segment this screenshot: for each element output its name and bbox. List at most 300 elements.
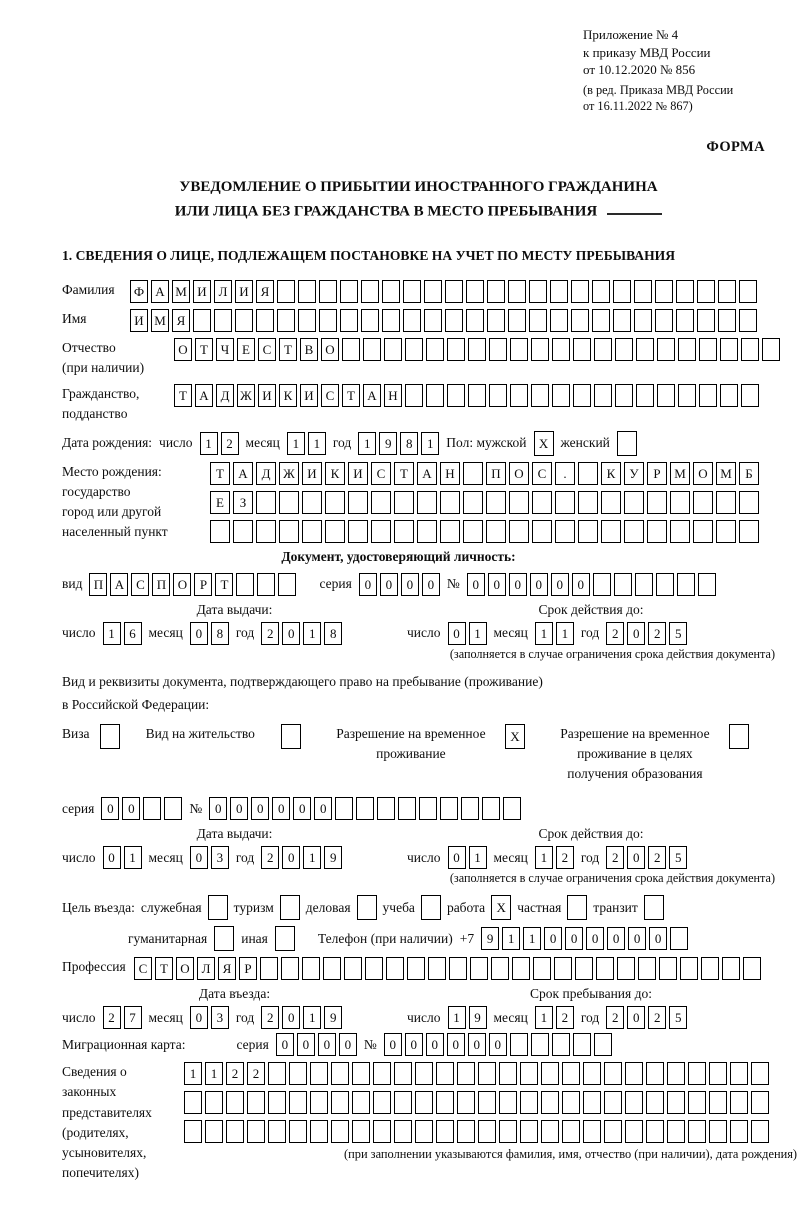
given-name-cell[interactable] xyxy=(403,309,421,332)
doc-kind-cell[interactable] xyxy=(236,573,254,596)
doc-series-cell[interactable]: 0 xyxy=(422,573,440,596)
citizenship-cell[interactable] xyxy=(405,384,423,407)
representative-cell[interactable] xyxy=(709,1091,727,1114)
citizenship-cell[interactable] xyxy=(594,384,612,407)
digit-cell[interactable]: 1 xyxy=(103,622,121,645)
representative-cell[interactable] xyxy=(289,1062,307,1085)
profession-cell[interactable] xyxy=(407,957,425,980)
surname-cell[interactable] xyxy=(298,280,316,303)
representative-cell[interactable] xyxy=(562,1091,580,1114)
representative-cell[interactable] xyxy=(373,1091,391,1114)
representative-cell[interactable] xyxy=(730,1091,748,1114)
representative-cell[interactable] xyxy=(646,1120,664,1143)
birth-place-cell[interactable] xyxy=(716,491,736,514)
patronymic-cell[interactable] xyxy=(552,338,570,361)
digit-cell[interactable]: 2 xyxy=(261,622,279,645)
representative-cell[interactable] xyxy=(646,1091,664,1114)
profession-cell[interactable] xyxy=(680,957,698,980)
birth-place-cell[interactable] xyxy=(601,520,621,543)
representative-cell[interactable] xyxy=(394,1120,412,1143)
patronymic-cell[interactable] xyxy=(657,338,675,361)
permit-number-cell[interactable] xyxy=(461,797,479,820)
digit-cell[interactable]: 2 xyxy=(606,1006,624,1029)
representative-cell[interactable] xyxy=(394,1091,412,1114)
birth-place-cell[interactable]: Т xyxy=(210,462,230,485)
representative-cell[interactable] xyxy=(478,1120,496,1143)
birth-place-cell[interactable]: Ж xyxy=(279,462,299,485)
profession-cell[interactable] xyxy=(701,957,719,980)
digit-cell[interactable]: 9 xyxy=(324,1006,342,1029)
surname-cell[interactable] xyxy=(277,280,295,303)
doc-number-cell[interactable]: 0 xyxy=(551,573,569,596)
patronymic-cell[interactable]: Ч xyxy=(216,338,234,361)
digit-cell[interactable]: 1 xyxy=(535,846,553,869)
representative-cell[interactable] xyxy=(247,1120,265,1143)
profession-cell[interactable] xyxy=(365,957,383,980)
citizenship-cell[interactable] xyxy=(510,384,528,407)
representative-cell[interactable] xyxy=(373,1062,391,1085)
birth-place-cell[interactable] xyxy=(739,520,759,543)
representative-cell[interactable] xyxy=(205,1120,223,1143)
patronymic-cell[interactable] xyxy=(678,338,696,361)
doc-kind-cell[interactable]: О xyxy=(173,573,191,596)
digit-cell[interactable]: 2 xyxy=(648,1006,666,1029)
birth-place-cell[interactable]: Р xyxy=(647,462,667,485)
surname-cell[interactable]: А xyxy=(151,280,169,303)
temp-residence-checkbox[interactable]: X xyxy=(505,724,525,749)
given-name-cell[interactable] xyxy=(214,309,232,332)
birth-place-cell[interactable]: Е xyxy=(210,491,230,514)
representative-cell[interactable] xyxy=(499,1091,517,1114)
surname-cell[interactable] xyxy=(508,280,526,303)
permit-number-cell[interactable] xyxy=(419,797,437,820)
representative-cell[interactable] xyxy=(751,1120,769,1143)
birth-place-cell[interactable] xyxy=(417,520,437,543)
surname-cell[interactable] xyxy=(718,280,736,303)
permit-number-cell[interactable]: 0 xyxy=(251,797,269,820)
permit-number-cell[interactable]: 0 xyxy=(272,797,290,820)
surname-cell[interactable]: Ф xyxy=(130,280,148,303)
profession-cell[interactable] xyxy=(323,957,341,980)
birth-place-cell[interactable]: М xyxy=(716,462,736,485)
representative-cell[interactable] xyxy=(562,1120,580,1143)
surname-cell[interactable]: Я xyxy=(256,280,274,303)
doc-number-cell[interactable] xyxy=(698,573,716,596)
given-name-cell[interactable] xyxy=(739,309,757,332)
surname-cell[interactable]: Л xyxy=(214,280,232,303)
representative-cell[interactable]: 2 xyxy=(226,1062,244,1085)
representative-cell[interactable] xyxy=(373,1120,391,1143)
profession-cell[interactable] xyxy=(659,957,677,980)
patronymic-cell[interactable] xyxy=(699,338,717,361)
profession-cell[interactable]: С xyxy=(134,957,152,980)
phone-digit-cell[interactable]: 1 xyxy=(502,927,520,950)
mc-number-cell[interactable]: 0 xyxy=(405,1033,423,1056)
mc-series-cell[interactable]: 0 xyxy=(318,1033,336,1056)
representative-cell[interactable] xyxy=(352,1091,370,1114)
representative-cell[interactable] xyxy=(541,1062,559,1085)
birth-place-cell[interactable] xyxy=(210,520,230,543)
mc-series-cell[interactable]: 0 xyxy=(297,1033,315,1056)
doc-series-cell[interactable]: 0 xyxy=(401,573,419,596)
birth-place-cell[interactable]: К xyxy=(601,462,621,485)
representative-cell[interactable] xyxy=(436,1062,454,1085)
birth-place-cell[interactable] xyxy=(302,491,322,514)
male-checkbox[interactable]: X xyxy=(534,431,554,456)
patronymic-cell[interactable] xyxy=(762,338,780,361)
digit-cell[interactable]: 0 xyxy=(190,1006,208,1029)
patronymic-cell[interactable] xyxy=(426,338,444,361)
permit-number-cell[interactable] xyxy=(440,797,458,820)
representative-cell[interactable] xyxy=(457,1091,475,1114)
representative-cell[interactable] xyxy=(415,1062,433,1085)
representative-cell[interactable] xyxy=(625,1120,643,1143)
birth-day-cell[interactable]: 2 xyxy=(221,432,239,455)
patronymic-cell[interactable]: В xyxy=(300,338,318,361)
birth-place-cell[interactable] xyxy=(509,491,529,514)
doc-kind-cell[interactable]: С xyxy=(131,573,149,596)
surname-cell[interactable]: И xyxy=(235,280,253,303)
digit-cell[interactable]: 0 xyxy=(190,622,208,645)
profession-cell[interactable] xyxy=(386,957,404,980)
representative-cell[interactable] xyxy=(583,1062,601,1085)
doc-number-cell[interactable]: 0 xyxy=(488,573,506,596)
mc-number-cell[interactable]: 0 xyxy=(426,1033,444,1056)
representative-cell[interactable] xyxy=(688,1091,706,1114)
purpose-study-checkbox[interactable] xyxy=(421,895,441,920)
citizenship-cell[interactable]: А xyxy=(195,384,213,407)
digit-cell[interactable]: 3 xyxy=(211,1006,229,1029)
doc-kind-cell[interactable]: П xyxy=(152,573,170,596)
purpose-tourism-checkbox[interactable] xyxy=(280,895,300,920)
surname-cell[interactable] xyxy=(382,280,400,303)
representative-cell[interactable] xyxy=(331,1120,349,1143)
birth-place-cell[interactable] xyxy=(532,520,552,543)
digit-cell[interactable]: 5 xyxy=(669,846,687,869)
patronymic-cell[interactable] xyxy=(489,338,507,361)
purpose-work-checkbox[interactable]: X xyxy=(491,895,511,920)
purpose-private-checkbox[interactable] xyxy=(567,895,587,920)
digit-cell[interactable]: 1 xyxy=(469,846,487,869)
patronymic-cell[interactable] xyxy=(342,338,360,361)
birth-month-cell[interactable]: 1 xyxy=(287,432,305,455)
given-name-cell[interactable] xyxy=(508,309,526,332)
given-name-cell[interactable] xyxy=(256,309,274,332)
digit-cell[interactable]: 0 xyxy=(448,846,466,869)
surname-cell[interactable]: И xyxy=(193,280,211,303)
birth-place-cell[interactable]: О xyxy=(509,462,529,485)
profession-cell[interactable]: Р xyxy=(239,957,257,980)
representative-cell[interactable]: 1 xyxy=(184,1062,202,1085)
doc-kind-cell[interactable]: П xyxy=(89,573,107,596)
purpose-transit-checkbox[interactable] xyxy=(644,895,664,920)
patronymic-cell[interactable] xyxy=(510,338,528,361)
visa-checkbox[interactable] xyxy=(100,724,120,749)
digit-cell[interactable]: 3 xyxy=(211,846,229,869)
permit-number-cell[interactable]: 0 xyxy=(293,797,311,820)
representative-cell[interactable] xyxy=(730,1062,748,1085)
birth-place-cell[interactable] xyxy=(325,520,345,543)
representative-cell[interactable] xyxy=(436,1091,454,1114)
birth-place-cell[interactable] xyxy=(463,462,483,485)
surname-cell[interactable] xyxy=(550,280,568,303)
representative-cell[interactable] xyxy=(268,1062,286,1085)
profession-cell[interactable] xyxy=(449,957,467,980)
birth-place-cell[interactable] xyxy=(256,520,276,543)
representative-cell[interactable] xyxy=(352,1120,370,1143)
given-name-cell[interactable]: Я xyxy=(172,309,190,332)
permit-series-cell[interactable] xyxy=(143,797,161,820)
birth-place-cell[interactable] xyxy=(371,520,391,543)
purpose-business-checkbox[interactable] xyxy=(357,895,377,920)
citizenship-cell[interactable] xyxy=(489,384,507,407)
representative-cell[interactable] xyxy=(604,1062,622,1085)
purpose-other-checkbox[interactable] xyxy=(275,926,295,951)
representative-cell[interactable] xyxy=(688,1120,706,1143)
digit-cell[interactable]: 0 xyxy=(627,622,645,645)
temp-residence-education-checkbox[interactable] xyxy=(729,724,749,749)
representative-cell[interactable] xyxy=(247,1091,265,1114)
given-name-cell[interactable] xyxy=(277,309,295,332)
representative-cell[interactable] xyxy=(331,1091,349,1114)
patronymic-cell[interactable]: С xyxy=(258,338,276,361)
patronymic-cell[interactable] xyxy=(741,338,759,361)
representative-cell[interactable] xyxy=(310,1120,328,1143)
profession-cell[interactable] xyxy=(260,957,278,980)
patronymic-cell[interactable] xyxy=(363,338,381,361)
citizenship-cell[interactable] xyxy=(426,384,444,407)
representative-cell[interactable] xyxy=(520,1091,538,1114)
given-name-cell[interactable] xyxy=(193,309,211,332)
representative-cell[interactable] xyxy=(667,1062,685,1085)
citizenship-cell[interactable]: И xyxy=(300,384,318,407)
patronymic-cell[interactable] xyxy=(594,338,612,361)
birth-place-cell[interactable]: М xyxy=(670,462,690,485)
birth-place-cell[interactable] xyxy=(624,491,644,514)
patronymic-cell[interactable]: Т xyxy=(195,338,213,361)
birth-place-cell[interactable] xyxy=(578,462,598,485)
given-name-cell[interactable] xyxy=(235,309,253,332)
citizenship-cell[interactable]: С xyxy=(321,384,339,407)
citizenship-cell[interactable] xyxy=(678,384,696,407)
profession-cell[interactable] xyxy=(512,957,530,980)
doc-kind-cell[interactable] xyxy=(278,573,296,596)
digit-cell[interactable]: 1 xyxy=(303,846,321,869)
given-name-cell[interactable] xyxy=(340,309,358,332)
representative-cell[interactable] xyxy=(268,1120,286,1143)
given-name-cell[interactable] xyxy=(445,309,463,332)
phone-digit-cell[interactable] xyxy=(670,927,688,950)
representative-cell[interactable] xyxy=(478,1091,496,1114)
purpose-official-checkbox[interactable] xyxy=(208,895,228,920)
profession-cell[interactable] xyxy=(428,957,446,980)
digit-cell[interactable]: 0 xyxy=(627,846,645,869)
birth-place-cell[interactable] xyxy=(394,491,414,514)
patronymic-cell[interactable] xyxy=(447,338,465,361)
birth-place-cell[interactable] xyxy=(279,520,299,543)
birth-place-cell[interactable] xyxy=(348,520,368,543)
digit-cell[interactable]: 2 xyxy=(556,846,574,869)
permit-number-cell[interactable] xyxy=(482,797,500,820)
representative-cell[interactable] xyxy=(184,1120,202,1143)
phone-digit-cell[interactable]: 1 xyxy=(523,927,541,950)
profession-cell[interactable] xyxy=(302,957,320,980)
digit-cell[interactable]: 2 xyxy=(606,622,624,645)
digit-cell[interactable]: 2 xyxy=(261,846,279,869)
citizenship-cell[interactable]: А xyxy=(363,384,381,407)
digit-cell[interactable]: 1 xyxy=(535,1006,553,1029)
permit-number-cell[interactable] xyxy=(335,797,353,820)
mc-number-cell[interactable] xyxy=(552,1033,570,1056)
representative-cell[interactable] xyxy=(457,1062,475,1085)
patronymic-cell[interactable] xyxy=(531,338,549,361)
profession-cell[interactable] xyxy=(470,957,488,980)
birth-place-cell[interactable]: И xyxy=(302,462,322,485)
citizenship-cell[interactable] xyxy=(741,384,759,407)
birth-place-cell[interactable] xyxy=(693,491,713,514)
permit-number-cell[interactable] xyxy=(398,797,416,820)
doc-number-cell[interactable] xyxy=(656,573,674,596)
representative-cell[interactable] xyxy=(310,1062,328,1085)
birth-place-cell[interactable] xyxy=(348,491,368,514)
birth-year-cell[interactable]: 8 xyxy=(400,432,418,455)
birth-year-cell[interactable]: 9 xyxy=(379,432,397,455)
given-name-cell[interactable] xyxy=(655,309,673,332)
digit-cell[interactable]: 0 xyxy=(282,622,300,645)
profession-cell[interactable] xyxy=(596,957,614,980)
doc-series-cell[interactable]: 0 xyxy=(359,573,377,596)
given-name-cell[interactable] xyxy=(382,309,400,332)
birth-place-cell[interactable]: У xyxy=(624,462,644,485)
given-name-cell[interactable] xyxy=(529,309,547,332)
digit-cell[interactable]: 0 xyxy=(282,1006,300,1029)
given-name-cell[interactable] xyxy=(487,309,505,332)
given-name-cell[interactable] xyxy=(319,309,337,332)
representative-cell[interactable] xyxy=(562,1062,580,1085)
birth-place-cell[interactable]: А xyxy=(233,462,253,485)
birth-place-cell[interactable] xyxy=(670,520,690,543)
permit-number-cell[interactable] xyxy=(377,797,395,820)
representative-cell[interactable] xyxy=(709,1062,727,1085)
representative-cell[interactable] xyxy=(709,1120,727,1143)
female-checkbox[interactable] xyxy=(617,431,637,456)
citizenship-cell[interactable]: Д xyxy=(216,384,234,407)
digit-cell[interactable]: 8 xyxy=(211,622,229,645)
permit-series-cell[interactable] xyxy=(164,797,182,820)
patronymic-cell[interactable] xyxy=(405,338,423,361)
representative-cell[interactable] xyxy=(646,1062,664,1085)
profession-cell[interactable] xyxy=(281,957,299,980)
representative-cell[interactable] xyxy=(478,1062,496,1085)
digit-cell[interactable]: 5 xyxy=(669,1006,687,1029)
birth-place-cell[interactable] xyxy=(693,520,713,543)
profession-cell[interactable] xyxy=(344,957,362,980)
birth-place-cell[interactable]: Д xyxy=(256,462,276,485)
birth-place-cell[interactable] xyxy=(279,491,299,514)
citizenship-cell[interactable]: И xyxy=(258,384,276,407)
phone-digit-cell[interactable]: 0 xyxy=(649,927,667,950)
given-name-cell[interactable] xyxy=(697,309,715,332)
given-name-cell[interactable] xyxy=(676,309,694,332)
phone-digit-cell[interactable]: 0 xyxy=(607,927,625,950)
given-name-cell[interactable] xyxy=(298,309,316,332)
phone-digit-cell[interactable]: 0 xyxy=(628,927,646,950)
doc-number-cell[interactable]: 0 xyxy=(509,573,527,596)
surname-cell[interactable] xyxy=(529,280,547,303)
surname-cell[interactable] xyxy=(424,280,442,303)
birth-place-cell[interactable]: П xyxy=(486,462,506,485)
digit-cell[interactable]: 2 xyxy=(648,846,666,869)
permit-number-cell[interactable]: 0 xyxy=(230,797,248,820)
mc-number-cell[interactable] xyxy=(573,1033,591,1056)
mc-series-cell[interactable]: 0 xyxy=(276,1033,294,1056)
citizenship-cell[interactable] xyxy=(699,384,717,407)
patronymic-cell[interactable] xyxy=(615,338,633,361)
birth-place-cell[interactable] xyxy=(325,491,345,514)
representative-cell[interactable] xyxy=(499,1120,517,1143)
citizenship-cell[interactable] xyxy=(447,384,465,407)
birth-place-cell[interactable] xyxy=(578,520,598,543)
birth-place-cell[interactable] xyxy=(647,520,667,543)
digit-cell[interactable]: 1 xyxy=(448,1006,466,1029)
profession-cell[interactable] xyxy=(575,957,593,980)
phone-digit-cell[interactable]: 0 xyxy=(544,927,562,950)
given-name-cell[interactable] xyxy=(613,309,631,332)
representative-cell[interactable] xyxy=(625,1091,643,1114)
representative-cell[interactable] xyxy=(205,1091,223,1114)
surname-cell[interactable] xyxy=(361,280,379,303)
birth-place-cell[interactable] xyxy=(394,520,414,543)
digit-cell[interactable]: 2 xyxy=(556,1006,574,1029)
digit-cell[interactable]: 0 xyxy=(448,622,466,645)
mc-series-cell[interactable]: 0 xyxy=(339,1033,357,1056)
digit-cell[interactable]: 2 xyxy=(606,846,624,869)
birth-place-cell[interactable]: К xyxy=(325,462,345,485)
representative-cell[interactable] xyxy=(499,1062,517,1085)
representative-cell[interactable] xyxy=(352,1062,370,1085)
representative-cell[interactable] xyxy=(604,1120,622,1143)
digit-cell[interactable]: 7 xyxy=(124,1006,142,1029)
birth-place-cell[interactable]: И xyxy=(348,462,368,485)
birth-place-cell[interactable] xyxy=(486,520,506,543)
birth-place-cell[interactable]: С xyxy=(532,462,552,485)
representative-cell[interactable] xyxy=(289,1091,307,1114)
patronymic-cell[interactable]: Т xyxy=(279,338,297,361)
digit-cell[interactable]: 2 xyxy=(261,1006,279,1029)
representative-cell[interactable] xyxy=(625,1062,643,1085)
birth-place-cell[interactable]: С xyxy=(371,462,391,485)
doc-kind-cell[interactable]: Т xyxy=(215,573,233,596)
citizenship-cell[interactable] xyxy=(531,384,549,407)
representative-cell[interactable] xyxy=(520,1120,538,1143)
patronymic-cell[interactable] xyxy=(720,338,738,361)
surname-cell[interactable] xyxy=(613,280,631,303)
patronymic-cell[interactable]: Е xyxy=(237,338,255,361)
representative-cell[interactable] xyxy=(583,1120,601,1143)
profession-cell[interactable]: Я xyxy=(218,957,236,980)
permit-number-cell[interactable] xyxy=(503,797,521,820)
birth-place-cell[interactable] xyxy=(256,491,276,514)
digit-cell[interactable]: 2 xyxy=(103,1006,121,1029)
profession-cell[interactable] xyxy=(533,957,551,980)
representative-cell[interactable] xyxy=(184,1091,202,1114)
birth-place-cell[interactable] xyxy=(555,520,575,543)
patronymic-cell[interactable]: О xyxy=(174,338,192,361)
birth-place-cell[interactable] xyxy=(486,491,506,514)
residence-permit-checkbox[interactable] xyxy=(281,724,301,749)
profession-cell[interactable]: Т xyxy=(155,957,173,980)
citizenship-cell[interactable]: К xyxy=(279,384,297,407)
